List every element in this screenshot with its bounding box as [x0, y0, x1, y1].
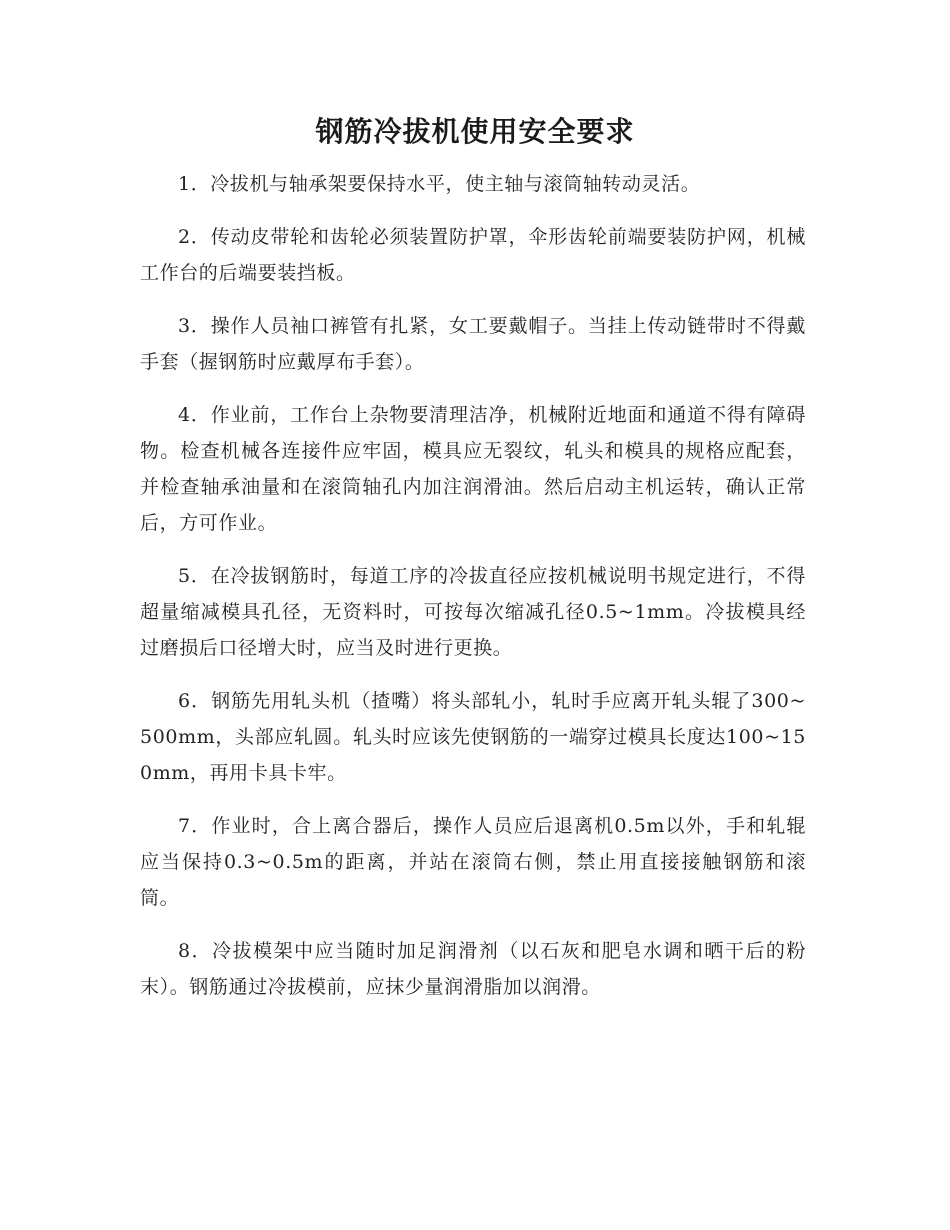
document-title: 钢筋冷拔机使用安全要求: [315, 115, 635, 148]
paragraph-6: 6．钢筋先用轧头机（揸嘴）将头部轧小，轧时手应离开轧头辊了300~500mm，头部应轧圆。轧头时应该先使钢筋的一端穿过模具长度达100~150mm，再用卡具卡牢。: [140, 690, 806, 784]
paragraph-2: 2．传动皮带轮和齿轮必须装置防护罩，伞形齿轮前端要装防护网，机械工作台的后端要装挡板。: [140, 226, 806, 284]
paragraph-8: 8．冷拔模架中应当随时加足润滑剂（以石灰和肥皂水调和晒干后的粉末）。钢筋通过冷拔模前，应抹少量润滑脂加以润滑。: [140, 940, 806, 998]
document-body: [140, 166, 806, 1022]
paragraph-4: 4．作业前，工作台上杂物要清理洁净，机械附近地面和通道不得有障碍物。检查机械各连接件应牢固，模具应无裂纹，轧头和模具的规格应配套，并检查轴承油量和在滚筒轴孔内加注润滑油。然后启动主机运转，确认正常后，方可作业。: [140, 404, 806, 534]
paragraph-7: 7．作业时，合上离合器后，操作人员应后退离机0.5m以外，手和轧辊应当保持0.3~0.5m的距离，并站在滚筒右侧，禁止用直接接触钢筋和滚筒。: [140, 815, 806, 909]
paragraph-5: 5．在冷拔钢筋时，每道工序的冷拔直径应按机械说明书规定进行，不得超量缩减模具孔径，无资料时，可按每次缩减孔径0.5~1mm。冷拔模具经过磨损后口径增大时，应当及时进行更换。: [140, 565, 806, 659]
paragraph-3: 3．操作人员袖口裤管有扎紧，女工要戴帽子。当挂上传动链带时不得戴手套（握钢筋时应戴厚布手套）。: [140, 315, 806, 373]
paragraph-1: 1．冷拔机与轴承架要保持水平，使主轴与滚筒轴转动灵活。: [178, 173, 701, 195]
